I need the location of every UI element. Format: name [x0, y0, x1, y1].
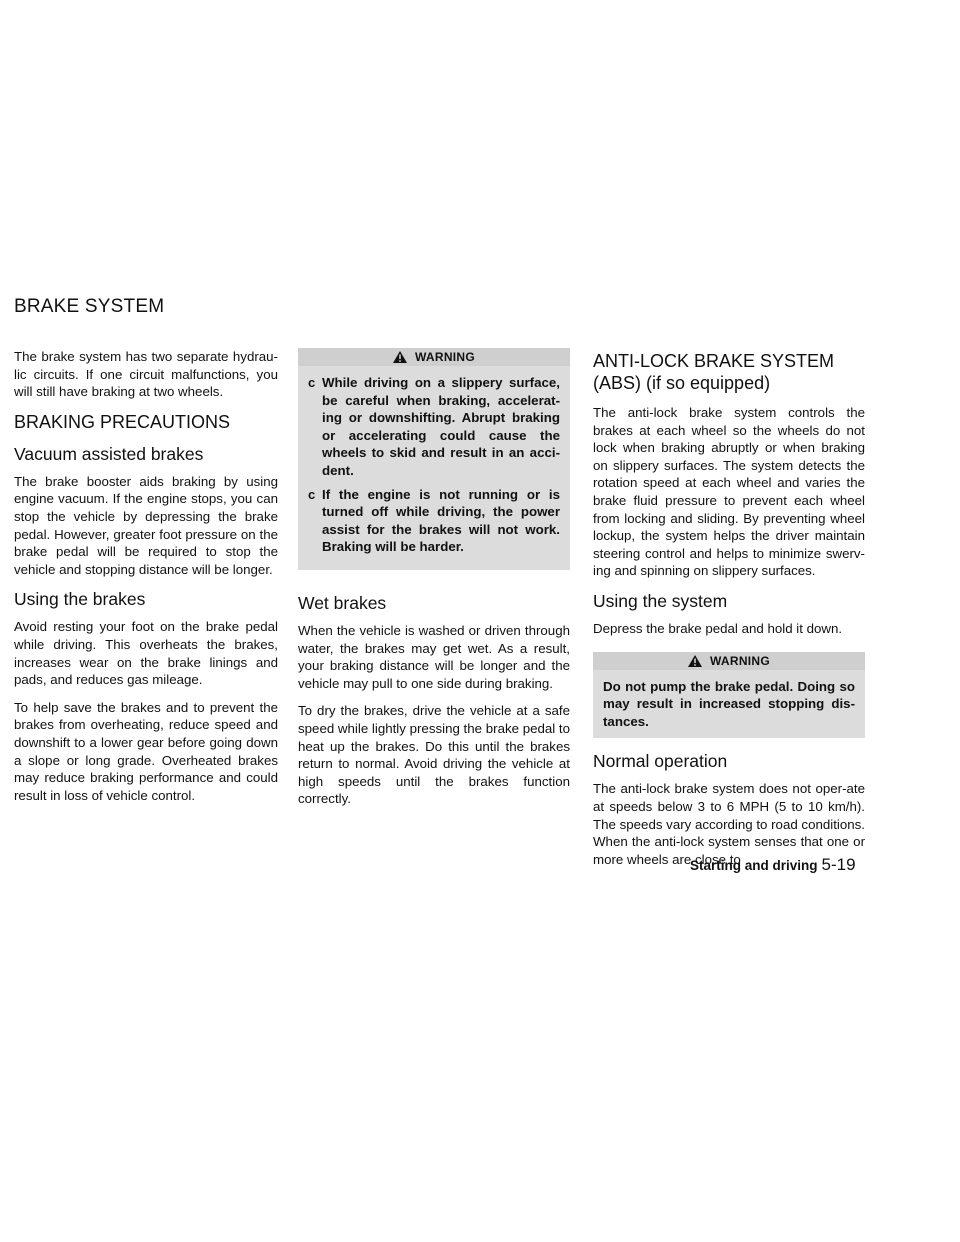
wet-brakes-heading: Wet brakes: [298, 592, 387, 613]
warning-box-pump: [593, 652, 865, 739]
bullet-marker: c: [308, 375, 316, 390]
column-2: [298, 348, 570, 818]
bullet-marker: c: [308, 486, 316, 502]
abs-heading-line-2: (ABS) (if so equipped): [593, 373, 771, 393]
abs-paragraph: The anti-lock brake system controls the brakes at each wheel so the wheels do not lock when braking abruptly or when braking on slippery surfaces. The system detects the rotation speed at each wheel and varies the brake fluid pressure to prevent each wheel from locking and sliding. By preventing wheel lockup, the system helps the driver maintain steering control and helps to minimize swerv-ing and spinning on slippery surfaces.: [593, 405, 865, 579]
vacuum-brakes-heading: Vacuum assisted brakes: [14, 443, 204, 464]
warning-triangle-icon: [393, 351, 407, 363]
intro-paragraph: The brake system has two separate hydrau-lic circuits. If one circuit malfunctions, you will still have braking at two wheels.: [14, 349, 278, 400]
footer-chapter: Starting and driving: [690, 858, 818, 873]
using-system-heading: Using the system: [593, 590, 728, 611]
using-brakes-paragraph-1: Avoid resting your foot on the brake pedal while driving. This overheats the brakes, increases wear on the brake linings and pads, and reduces gas mileage.: [14, 619, 278, 688]
page-footer: [690, 855, 856, 875]
normal-operation-paragraph: The anti-lock brake system does not oper-ate at speeds below 3 to 6 MPH (5 to 10 km/h). The speeds vary according to road conditions. When the anti-lock system senses that one or more wheels are close to: [593, 781, 866, 867]
wet-brakes-paragraph-2: To dry the brakes, drive the vehicle at a safe speed while lightly pressing the brake pedal to heat up the brakes. Do this until the brakes return to normal. Avoid driving the vehicle at high speeds until the brakes function correctly.: [298, 703, 571, 807]
section-title: BRAKE SYSTEM: [14, 296, 165, 317]
abs-heading-line-1: ANTI-LOCK BRAKE SYSTEM: [593, 351, 835, 371]
using-system-paragraph: Depress the brake pedal and hold it down.: [593, 620, 843, 636]
warning-header: [593, 652, 865, 670]
column-1: [14, 348, 278, 814]
warning-item: [308, 374, 560, 480]
page-number: 5-19: [821, 855, 856, 874]
abs-heading: [593, 350, 865, 394]
warning-item-text: While driving on a slippery surface, be careful when braking, accelerat-ing or downshifting. Abrupt braking or accelerating could cause the wheels to skid and result in an acci-dent.: [322, 375, 560, 478]
wet-brakes-paragraph-1: When the vehicle is washed or driven through water, the brakes may get wet. As a result, your braking distance will be longer and the vehicle may pull to one side during braking.: [298, 622, 570, 691]
warning-label: WARNING: [709, 653, 771, 668]
warning-header: [298, 348, 570, 366]
warning-triangle-icon: [688, 655, 702, 667]
using-brakes-paragraph-2: To help save the brakes and to prevent the brakes from overheating, reduce speed and downshift to a lower gear before going down a slope or long grade. Overheated brakes may reduce braking performance and could result in loss of vehicle control.: [14, 699, 278, 803]
normal-operation-heading: Normal operation: [593, 751, 728, 772]
warning-label: WARNING: [414, 350, 476, 364]
warning-item: [308, 486, 560, 556]
braking-precautions-heading: BRAKING PRECAUTIONS: [14, 411, 231, 432]
warning-item-text: If the engine is not running or is turned off while driving, the power assist for the brakes will not work. Braking will be harder.: [322, 486, 560, 555]
using-brakes-heading: Using the brakes: [14, 589, 146, 610]
vacuum-brakes-paragraph: The brake booster aids braking by using engine vacuum. If the engine stops, you can stop the vehicle by depressing the brake pedal. However, greater foot pressure on the brake pedal will be required to stop the vehicle and stopping distance will be longer.: [14, 473, 278, 577]
warning-text: Do not pump the brake pedal. Doing so may result in increased stopping dis-tances.: [603, 678, 855, 729]
warning-box-braking: [298, 348, 570, 570]
column-3: [593, 348, 865, 878]
